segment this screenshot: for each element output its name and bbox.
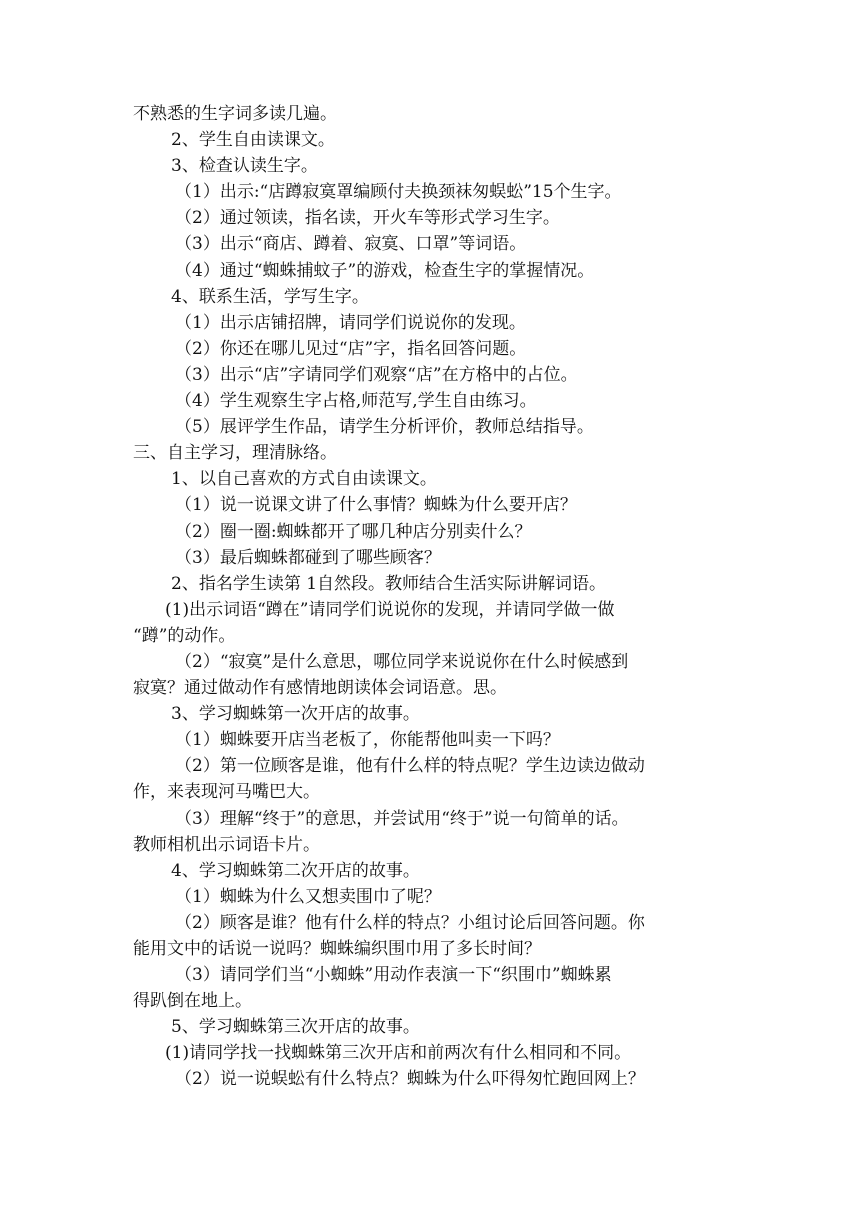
text-line: 寂寞？通过做动作有感情地朗读体会词语意。思。 [133,678,507,699]
text-line: 5、学习蜘蛛第三次开店的故事。 [171,1017,420,1038]
text-line: 不熟悉的生字词多读几遍。 [133,104,337,124]
text-line: 2、学生自由读课文。 [171,130,335,151]
text-line: （4）学生观察生字占格,师范写,学生自由练习。 [175,391,537,412]
text-line: （3）请同学们当“小蜘蛛”用动作表演一下“织围巾”蜘蛛累 [175,965,612,986]
text-line: 教师相机出示词语卡片。 [133,834,320,855]
text-line: 作，来表现河马嘴巴大。 [133,782,320,803]
text-line: （3）最后蜘蛛都碰到了哪些顾客？ [175,547,441,568]
text-line: 1、以自己喜欢的方式自由读课文。 [171,469,437,490]
text-line: （3）理解“终于”的意思，并尝试用“终于”说一句简单的话。 [175,808,629,829]
text-line: （2）你还在哪儿见过“店”字，指名回答问题。 [175,338,527,359]
text-line: （3）出示“店”字请同学们观察“店”在方格中的占位。 [175,364,578,385]
text-line: （2）顾客是谁？他有什么样的特点？小组讨论后回答问题。你 [175,912,645,933]
text-line: （1）蜘蛛要开店当老板了，你能帮他叫卖一下吗？ [175,730,560,751]
text-line: 4、学习蜘蛛第二次开店的故事。 [171,860,420,881]
text-line: 三、自主学习，理清脉络。 [133,443,337,464]
text-line: （5）展评学生作品，请学生分析评价，教师总结指导。 [175,417,594,438]
text-line: （3）出示“商店、蹲着、寂寞、口罩”等词语。 [175,234,527,255]
text-line: （1）出示:“店蹲寂寞罩编顾付夫换颈袜匆蜈蚣”15个生字。 [175,182,622,203]
text-line: （2）圈一圈:蜘蛛都开了哪几种店分别卖什么？ [175,521,532,542]
text-line: 3、学习蜘蛛第一次开店的故事。 [171,704,420,725]
text-line: （1）蜘蛛为什么又想卖围巾了呢？ [175,886,441,907]
document-page [133,101,733,1093]
text-line: (1)请同学找一找蜘蛛第三次开店和前两次有什么相同和不同。 [165,1043,632,1064]
text-line: （1）出示店铺招牌，请同学们说说你的发现。 [175,312,526,333]
text-line: 4、联系生活，学写生字。 [171,286,369,307]
text-line: “蹲”的动作。 [133,625,236,646]
text-line: (1)出示词语“蹲在”请同学们说说你的发现，并请同学做一做 [165,599,615,620]
text-line: （1）说一说课文讲了什么事情？蜘蛛为什么要开店？ [175,495,577,516]
text-line: 2、指名学生读第 1自然段。教师结合生活实际讲解词语。 [171,573,607,594]
text-line: （2）通过领读，指名读，开火车等形式学习生字。 [175,208,560,229]
text-line: 得趴倒在地上。 [133,991,252,1012]
text-line: 能用文中的话说一说吗？蜘蛛编织围巾用了多长时间？ [133,939,541,959]
text-line: （2）第一位顾客是谁，他有什么样的特点呢？学生边读边做动 [175,756,645,777]
text-line: （2）说一说蜈蚣有什么特点？蜘蛛为什么吓得匆忙跑回网上？ [175,1069,645,1090]
text-line: 3、检查认读生字。 [171,156,318,177]
text-line: （2）“寂寞”是什么意思，哪位同学来说说你在什么时候感到 [175,651,629,672]
text-line: （4）通过“蜘蛛捕蚊子”的游戏，检查生字的掌握情况。 [175,260,595,281]
